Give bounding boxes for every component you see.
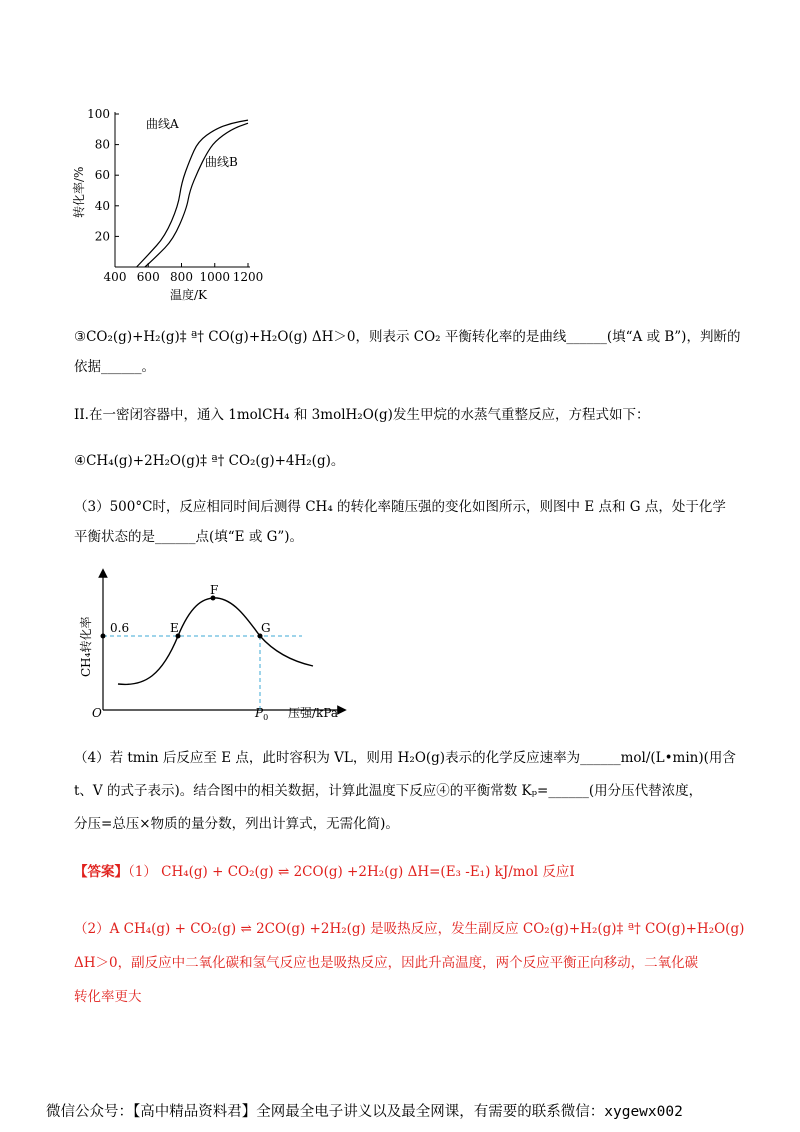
- answer-1: [74, 862, 575, 882]
- part-4-line-3: 分压=总压×物质的量分数，列出计算式，无需化简)。: [74, 816, 399, 832]
- chart1-x-tick-label: 600: [136, 270, 160, 284]
- chart1-x-tick-label: 800: [170, 270, 193, 284]
- ch4-curve: [118, 598, 313, 685]
- x-axis-label: 压强/kPa: [288, 706, 339, 720]
- footer-wechat-id: xygewx002: [604, 1104, 683, 1120]
- part-4-line-1: （4）若 tmin 后反应至 E 点，此时容积为 VL，则用 H₂O(g)表示的化学反应速率为______mol/(L•min)(用含: [74, 750, 736, 766]
- answer-1-text: （1） CH₄(g) + CO₂(g) ⇌ 2CO(g) +2H₂(g) ΔH=(E₃ -E₁) kJ/mol 反应I: [128, 864, 575, 880]
- answer-2-line-1: （2）A CH₄(g) + CO₂(g) ⇌ 2CO(g) +2H₂(g) 是吸热反应，发生副反应 CO₂(g)+H₂(g)‡ ª† CO(g)+H₂O(g): [74, 921, 745, 937]
- origin-label: O: [92, 706, 102, 720]
- y-axis-label: CH₄转化率: [79, 616, 93, 677]
- conversion-temperature-chart: [70, 100, 300, 305]
- chart1-x-tick-label: 1200: [232, 270, 264, 284]
- part-3-line-1: （3）500°C时，反应相同时间后测得 CH₄ 的转化率随压强的变化如图所示，则图中 E 点和 G 点，处于化学: [74, 499, 726, 515]
- y-ref-label: 0.6: [110, 621, 130, 635]
- chart1-y-tick-label: 100: [87, 107, 110, 121]
- section-2-intro: II.在一密闭容器中，通入 1molCH₄ 和 3molH₂O(g)发生甲烷的水蒸气重整反应，方程式如下：: [74, 407, 650, 423]
- chart1-y-tick-label: 20: [94, 229, 110, 244]
- part-4-line-2: t、V 的式子表示)。结合图中的相关数据，计算此温度下反应④的平衡常数 Kₚ=______(用分压代替浓度，: [74, 783, 703, 799]
- curve-b: [145, 123, 248, 267]
- chart1-y-tick-label: 40: [94, 198, 110, 213]
- equation-4: ④CH₄(g)+2H₂O(g)‡ ª† CO₂(g)+4H₂(g)。: [74, 453, 345, 469]
- curve-b-label: 曲线B: [205, 155, 238, 169]
- label-g: G: [261, 621, 271, 635]
- chart1-x-label: 温度/K: [170, 288, 208, 302]
- label-e: E: [170, 621, 179, 635]
- chart1-y-label: 转化率/%: [72, 166, 86, 218]
- curve-a-label: 曲线A: [146, 117, 179, 131]
- chart1-x-tick-label: 1000: [199, 270, 231, 284]
- ch4-conversion-pressure-chart: [70, 565, 360, 730]
- label-f: F: [210, 583, 219, 597]
- chart1-x-tick-label: 400: [103, 270, 127, 284]
- chart1-curves: [137, 120, 248, 267]
- point-y-0-6: [101, 634, 106, 639]
- footer-text: 微信公众号：【高中精品资料君】全网最全电子讲义以及最全网课，有需要的联系微信：: [46, 1104, 605, 1120]
- question-3-basis-line: 依据______。: [74, 359, 155, 375]
- p0-label: $P_0$: [255, 706, 269, 722]
- chart1-labels: [71, 107, 263, 302]
- question-3-eq-line: ③CO₂(g)+H₂(g)‡ ª† CO(g)+H₂O(g) ΔH＞0，则表示 CO₂ 平衡转化率的是曲线______(填“A 或 B”)，判断的: [74, 329, 741, 345]
- answer-2-line-3: 转化率更大: [74, 989, 142, 1005]
- answer-2-line-2: ΔH＞0，副反应中二氧化碳和氢气反应也是吸热反应，因此升高温度，两个反应平衡正向移动，二氧化碳: [74, 955, 699, 971]
- answer-label: 【答案】: [74, 864, 128, 880]
- chart1-y-tick-label: 60: [94, 168, 110, 183]
- curve-a: [137, 120, 248, 267]
- chart1-y-tick-label: 80: [94, 137, 110, 152]
- footer: [46, 1100, 683, 1121]
- chart1-axes: [115, 112, 250, 267]
- part-3-line-2: 平衡状态的是______点(填“E 或 G”)。: [74, 529, 304, 545]
